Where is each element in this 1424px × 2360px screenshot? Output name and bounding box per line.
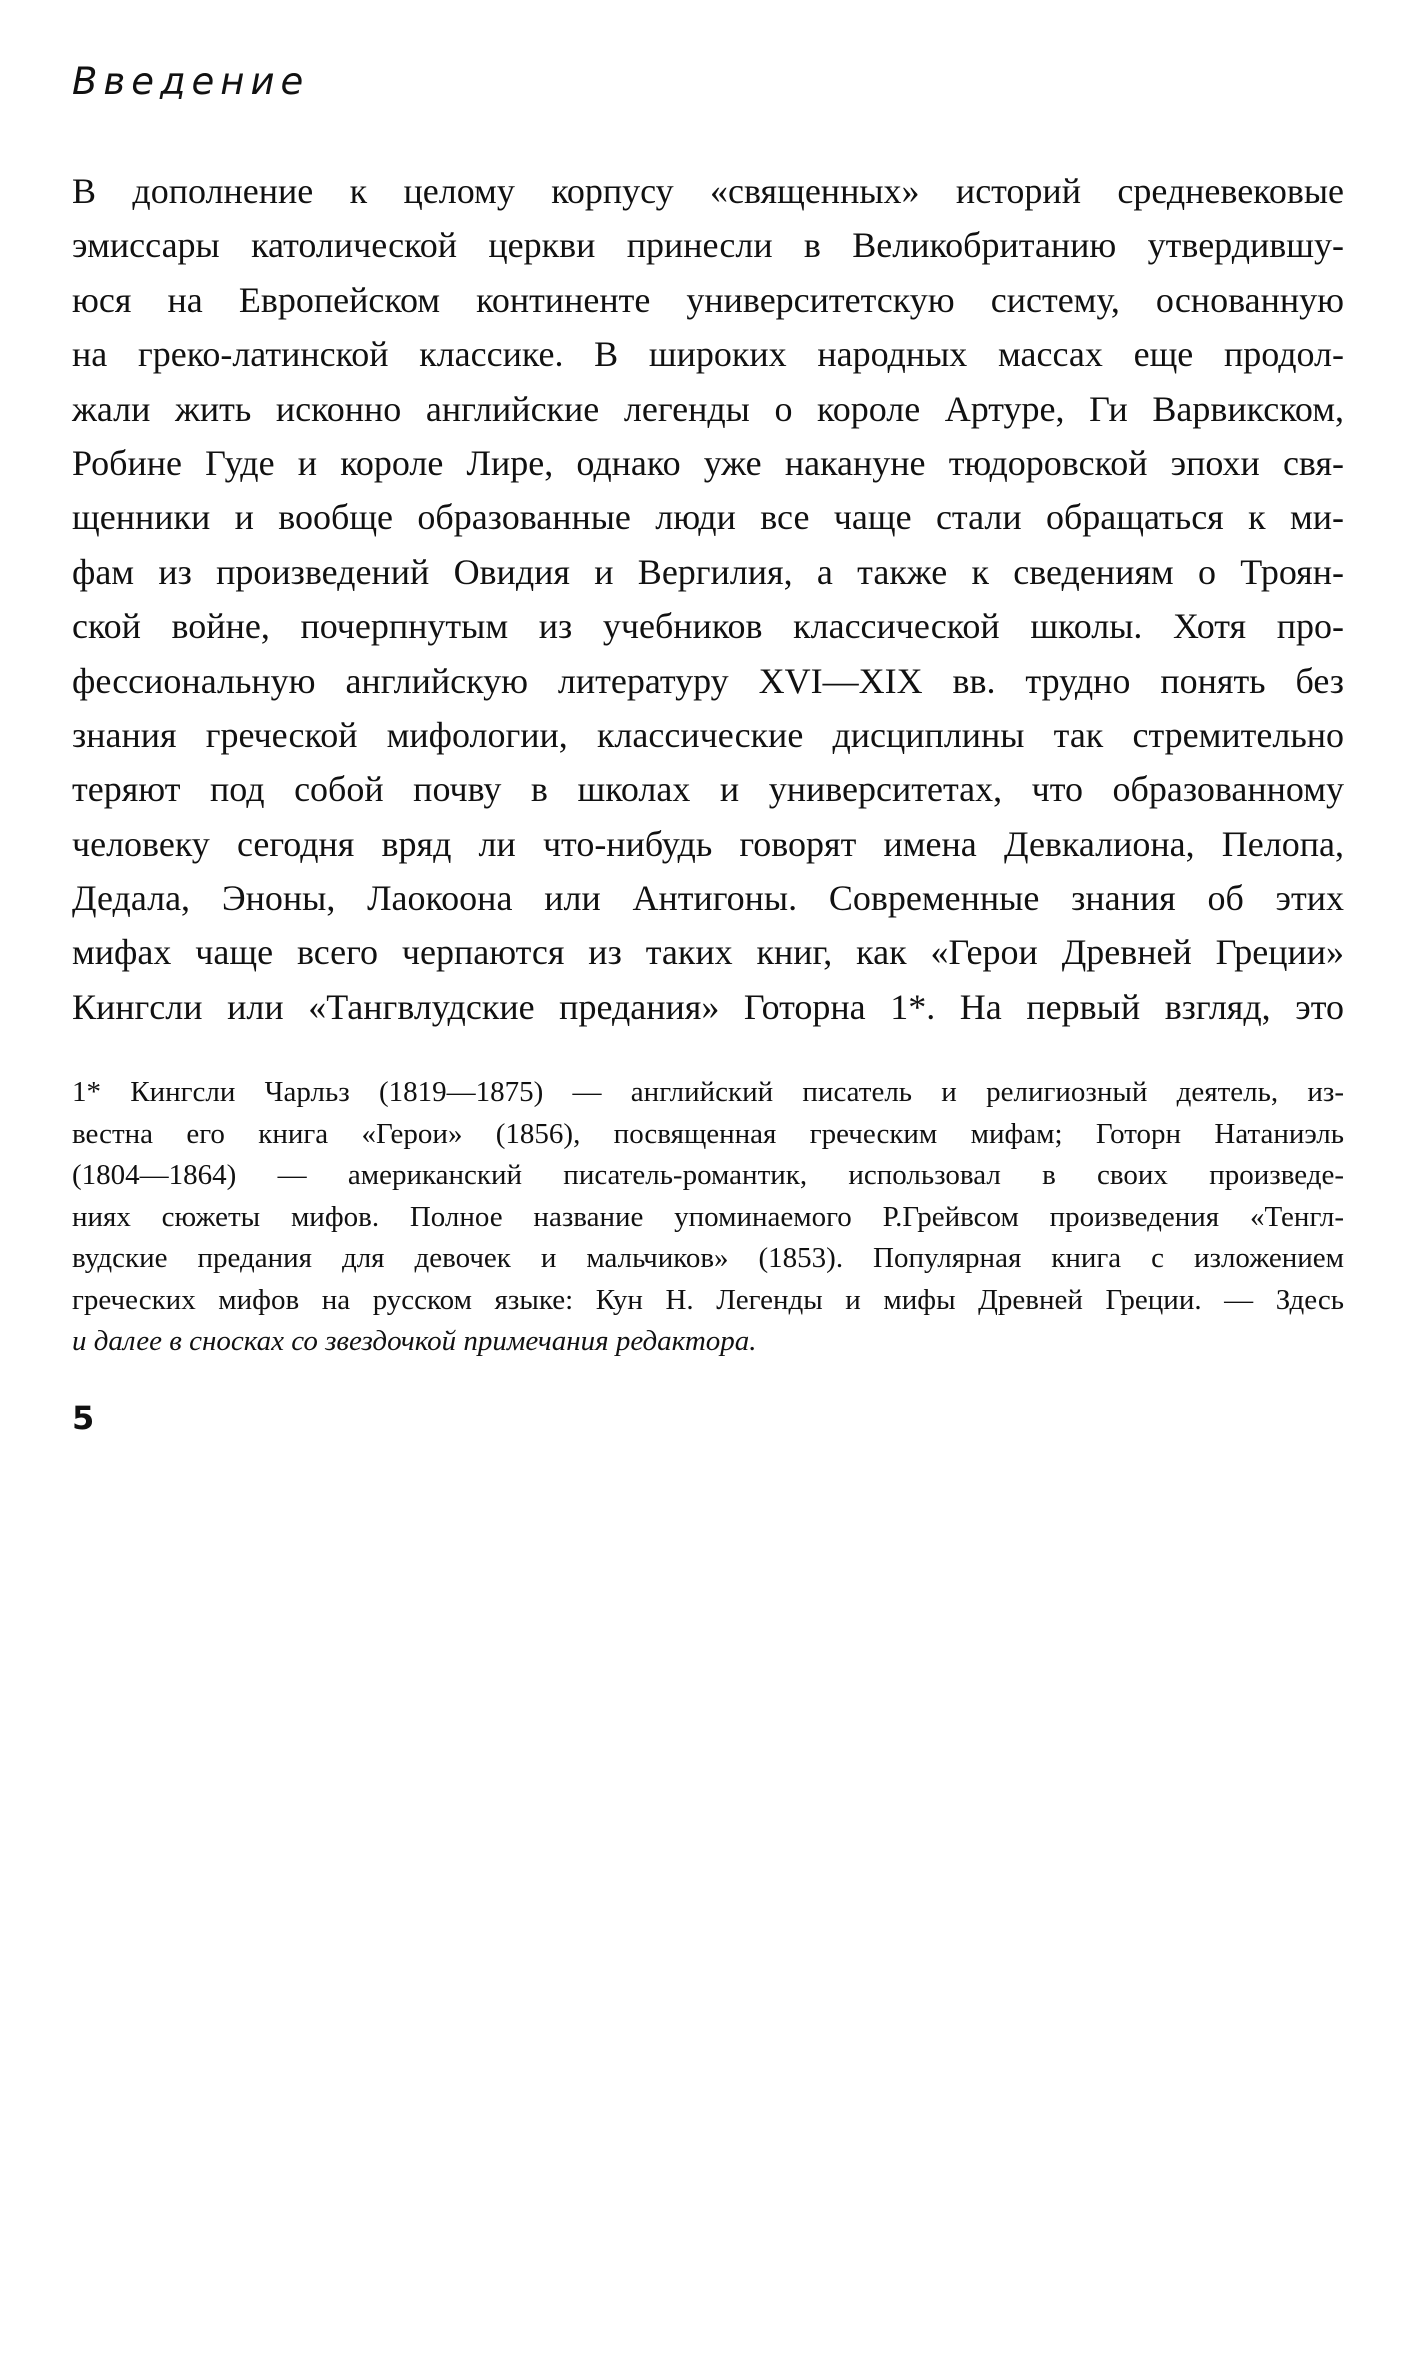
running-header: Введение xyxy=(72,60,310,103)
text-line: щенники и вообще образованные люди все чаще стали обращаться к ми- xyxy=(72,497,1344,538)
footnote-line-editor-note: и далее в сносках со звездочкой примечания редактора. xyxy=(72,1325,757,1357)
text-line: мифах чаще всего черпаются из таких книг, как «Герои Древней Греции» xyxy=(72,932,1344,973)
text-line: теряют под собой почву в школах и университетах, что образованному xyxy=(72,769,1344,810)
footnote-line: (1804—1864) — американский писатель-романтик, использовал в своих произведе- xyxy=(72,1159,1344,1191)
text-line: фам из произведений Овидия и Вергилия, а также к сведениям о Троян- xyxy=(72,551,1344,592)
footnote-line: греческих мифов на русском языке: Кун Н. Легенды и мифы Древней Греции. — Здесь xyxy=(72,1283,1344,1316)
text-line: жали жить исконно английские легенды о короле Артуре, Ги Варвикском, xyxy=(72,388,1344,429)
text-line: В дополнение к целому корпусу «священных» историй средневековые xyxy=(72,171,1344,211)
text-line: на греко-латинской классике. В широких народных массах еще продол- xyxy=(72,334,1344,375)
text-line: Дедала, Эноны, Лаокоона или Антигоны. Современные знания об этих xyxy=(72,878,1344,919)
text-line: фессиональную английскую литературу XVI—XIX вв. трудно понять без xyxy=(72,660,1344,701)
text-line: эмиссары католической церкви принесли в Великобританию утвердившу- xyxy=(72,225,1344,266)
text-line: человеку сегодня вряд ли что-нибудь говорят имена Девкалиона, Пелопа, xyxy=(72,823,1344,864)
text-line: Кингсли или «Тангвлудские предания» Готорна 1*. На первый взгляд, это xyxy=(72,986,1344,1027)
footnote-line: ниях сюжеты мифов. Полное название упоминаемого Р.Грейвсом произведения «Тенгл- xyxy=(72,1200,1344,1233)
text-line: Робине Гуде и короле Лире, однако уже накануне тюдоровской эпохи свя- xyxy=(72,442,1344,483)
footnote-line: 1* Кингсли Чарльз (1819—1875) — английский писатель и религиозный деятель, из- xyxy=(72,1076,1344,1108)
text-line: ской войне, почерпнутым из учебников классической школы. Хотя про- xyxy=(72,606,1344,647)
footnote xyxy=(72,1072,1344,1363)
footnote-line: вестна его книга «Герои» (1856), посвященная греческим мифам; Готорн Натаниэль xyxy=(72,1117,1344,1150)
text-line: юся на Европейском континенте университетскую систему, основанную xyxy=(72,279,1344,320)
main-text xyxy=(72,164,1344,1034)
page-number: 5 xyxy=(72,1399,95,1437)
text-line: знания греческой мифологии, классические дисциплины так стремительно xyxy=(72,714,1344,755)
footnote-line: вудские предания для девочек и мальчиков» (1853). Популярная книга с изложением xyxy=(72,1242,1344,1274)
